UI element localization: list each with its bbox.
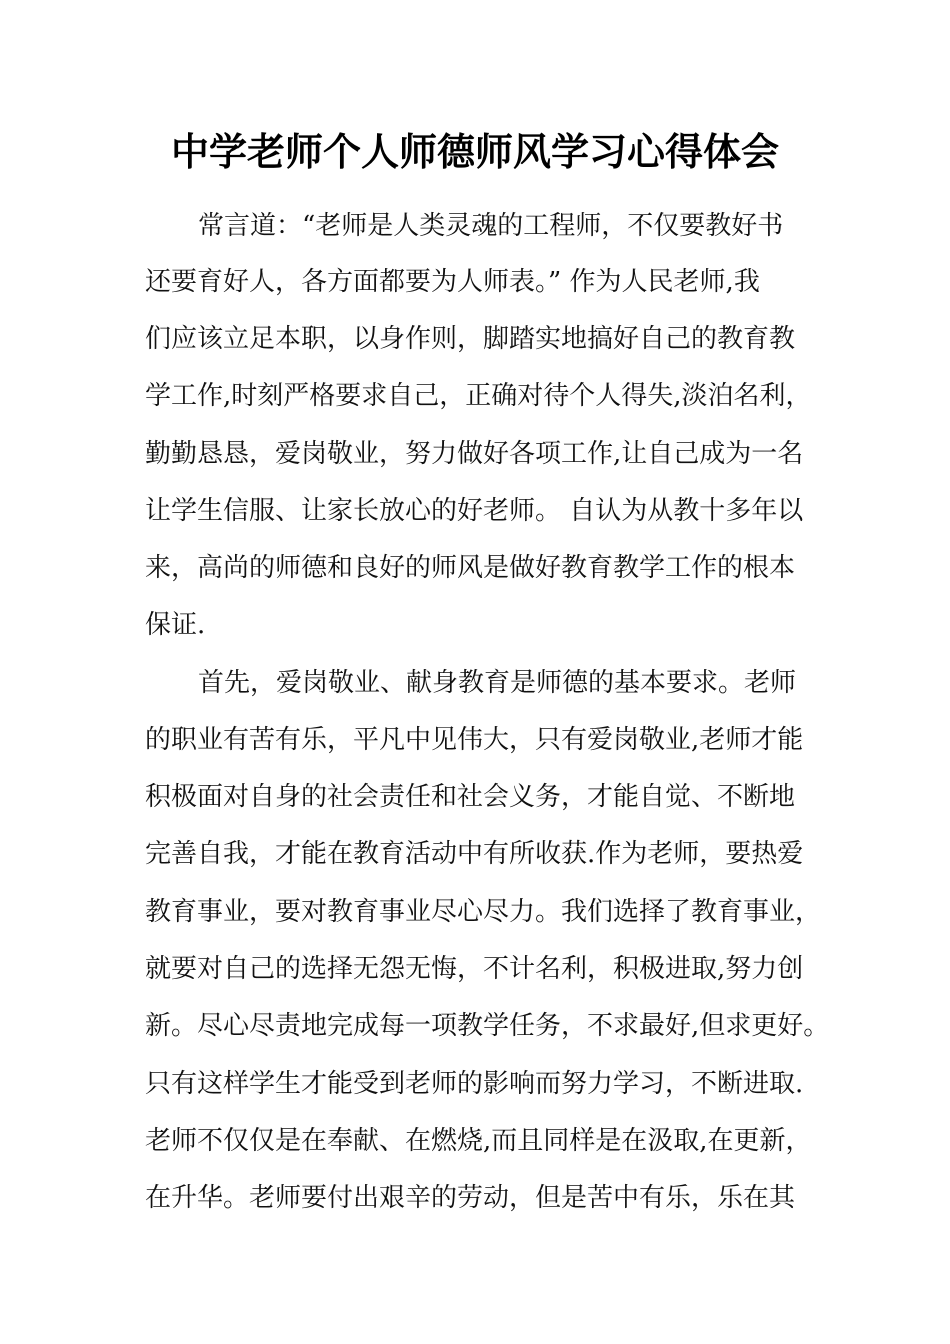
paragraph-1-line-4: 学工作,时刻严格要求自己，正确对待个人得失,淡泊名利， — [145, 381, 812, 411]
paragraph-1-line-2: 还要育好人，各方面都要为人师表。” 作为人民老师,我 — [145, 267, 760, 297]
document-title: 中学老师个人师德师风学习心得体会 — [170, 130, 779, 174]
paragraph-2-line-3: 积极面对自身的社会责任和社会义务，才能自觉、不断地 — [145, 782, 796, 812]
paragraph-1-line-8: 保证. — [145, 610, 206, 640]
paragraph-2-line-4: 完善自我，才能在教育活动中有所收获.作为老师，要热爱 — [145, 839, 804, 869]
paragraph-2-line-6: 就要对自己的选择无怨无悔，不计名利，积极进取,努力创 — [145, 954, 804, 984]
paragraph-2-line-9: 老师不仅仅是在奉献、在燃烧,而且同样是在汲取,在更新， — [145, 1126, 812, 1156]
paragraph-2-line-10: 在升华。老师要付出艰辛的劳动，但是苦中有乐，乐在其 — [145, 1183, 796, 1213]
paragraph-2-line-2: 的职业有苦有乐，平凡中见伟大，只有爱岗敬业,老师才能 — [145, 725, 804, 755]
paragraph-1-line-7: 来，高尚的师德和良好的师风是做好教育教学工作的根本 — [145, 553, 796, 583]
paragraph-1-line-5: 勤勤恳恳，爱岗敬业，努力做好各项工作,让自己成为一名 — [145, 439, 804, 469]
paragraph-2-line-5: 教育事业，要对教育事业尽心尽力。我们选择了教育事业， — [145, 897, 822, 927]
paragraph-2-line-7: 新。尽心尽责地完成每一项教学任务，不求最好,但求更好。 — [145, 1011, 830, 1041]
paragraph-2-line-1: 首先，爱岗敬业、献身教育是师德的基本要求。老师 — [198, 668, 797, 698]
paragraph-1-line-3: 们应该立足本职，以身作则，脚踏实地搞好自己的教育教 — [145, 324, 796, 354]
paragraph-2-line-8: 只有这样学生才能受到老师的影响而努力学习，不断进取. — [145, 1069, 804, 1099]
paragraph-1-line-6: 让学生信服、让家长放心的好老师。 自认为从教十多年以 — [145, 496, 804, 526]
paragraph-1-line-1: 常言道：“老师是人类灵魂的工程师，不仅要教好书 — [198, 211, 784, 241]
